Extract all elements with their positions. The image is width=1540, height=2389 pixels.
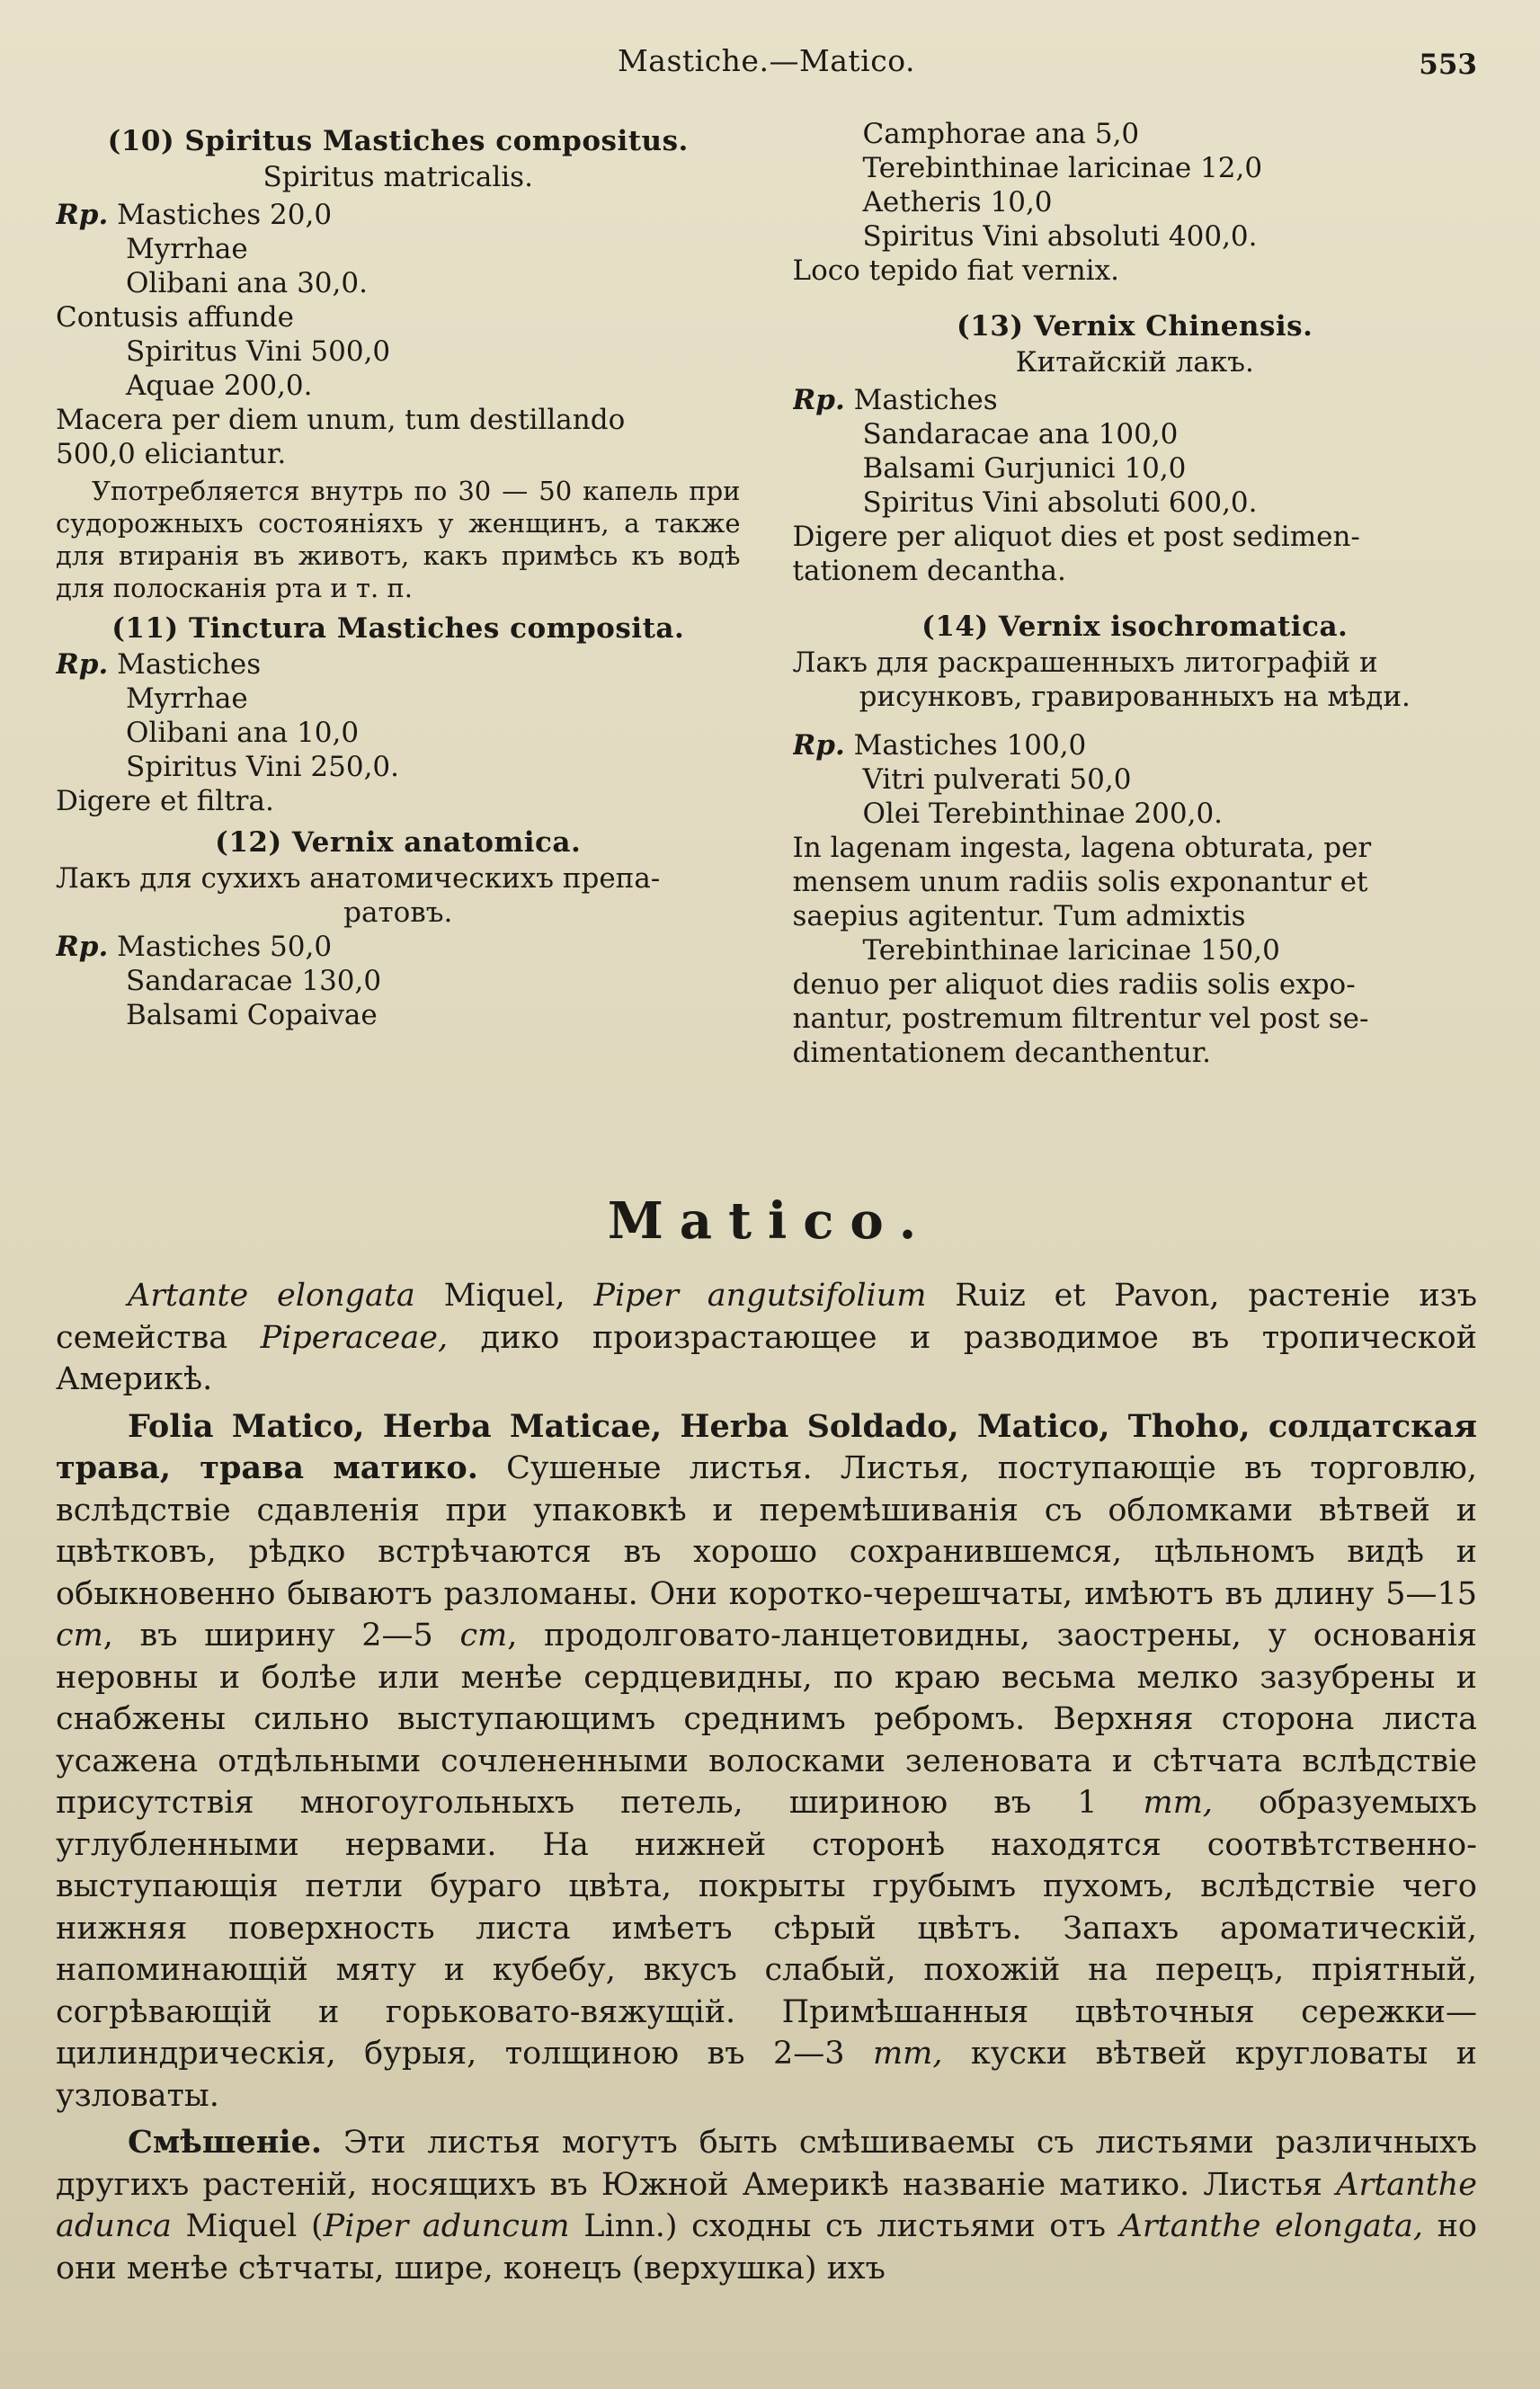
recipe-line: denuo per aliquot dies radiis solis expo- bbox=[792, 968, 1356, 1001]
recipe-13-subtitle: Китайскiй лакъ. bbox=[1015, 346, 1254, 379]
recipe-10-title: (10) Spiritus Mastiches compositus. bbox=[107, 125, 689, 157]
matico-body bbox=[56, 1275, 1477, 2295]
left-column bbox=[56, 117, 741, 1070]
recipe-14-title: (14) Vernix isochromatica. bbox=[921, 611, 1349, 643]
recipe-line: Olibani ana 10,0 bbox=[126, 717, 360, 749]
recipe-10-note: Употребляется внутрь по 30 — 50 капель при судорожныхъ состоянiяхъ у женщинъ, а также для втиранiя въ животъ, какъ примѣсь къ водѣ для полосканiя рта и т. п. bbox=[56, 476, 741, 603]
recipe-line: Sandaracae ana 100,0 bbox=[862, 418, 1179, 450]
recipe-line: Rp. Mastiches 50,0 bbox=[56, 931, 333, 963]
recipe-line: Loco tepido fiat vernix. bbox=[792, 254, 1119, 287]
recipe-line: Contusis affunde bbox=[56, 301, 294, 334]
recipe-line: 500,0 eliciantur. bbox=[56, 438, 287, 470]
recipe-line: Myrrhae bbox=[126, 233, 248, 265]
recipe-line: Myrrhae bbox=[126, 682, 248, 715]
right-column bbox=[793, 117, 1478, 1070]
recipe-14-ru-line: Лакъ для раскрашенныхъ литографiй и bbox=[792, 646, 1378, 679]
recipe-line: Digere et filtra. bbox=[56, 785, 274, 817]
recipe-line: Balsami Gurjunici 10,0 bbox=[862, 452, 1187, 485]
recipe-line: Aetheris 10,0 bbox=[862, 186, 1053, 218]
recipe-line: Camphorae ana 5,0 bbox=[862, 118, 1140, 150]
recipe-line: In lagenam ingesta, lagena obturata, per bbox=[792, 832, 1372, 864]
recipe-line: Macera per diem unum, tum destillando bbox=[56, 404, 626, 436]
recipe-14-ru-line: рисунковъ, гравированныхъ на мѣди. bbox=[859, 681, 1411, 713]
recipe-line: dimentationem decanthentur. bbox=[792, 1037, 1211, 1069]
recipe-line: Terebinthinae laricinae 12,0 bbox=[862, 152, 1263, 184]
recipe-12-title: (12) Vernix anatomica. bbox=[215, 826, 582, 859]
recipe-line: tationem decantha. bbox=[792, 555, 1066, 587]
recipe-12-ru-line: Лакъ для сухихъ анатомическихъ препа- bbox=[56, 862, 661, 895]
recipe-line: Olei Terebinthinae 200,0. bbox=[862, 798, 1224, 830]
section-title: Matico. bbox=[607, 1191, 933, 1251]
running-header bbox=[56, 43, 1477, 88]
recipe-line: Spiritus Vini absoluti 400,0. bbox=[862, 220, 1258, 253]
recipe-line: saepius agitentur. Tum admixtis bbox=[792, 900, 1246, 932]
recipe-10-subtitle: Spiritus matricalis. bbox=[263, 161, 533, 193]
recipe-line: Terebinthinae laricinae 150,0 bbox=[862, 934, 1280, 967]
recipe-line: Spiritus Vini 250,0. bbox=[126, 751, 400, 783]
recipe-line: Olibani ana 30,0. bbox=[126, 267, 368, 299]
recipe-line: Rp. Mastiches 20,0 bbox=[56, 199, 333, 231]
recipe-line: mensem unum radiis solis exponantur et bbox=[792, 866, 1368, 898]
paragraph: Смѣшенiе. Эти листья могутъ быть смѣшиваемы съ листьями различныхъ другихъ растенiй, носящихъ въ Южной Америкѣ названiе матико. Листья Artanthe adunca Miquel (Piper aduncum Linn.) сходны съ листьями отъ Artanthe elongata, но они менѣе сѣтчаты, шире, конецъ (верхушка) ихъ bbox=[56, 2124, 1477, 2286]
recipe-line: Digere per aliquot dies et post sedimen- bbox=[792, 521, 1360, 553]
paragraph: Folia Matico, Herba Maticae, Herba Soldado, Matico, Thoho, солдатская трава, трава матико. Сушеные листья. Листья, поступающiе въ торговлю, вслѣдствiе сдавленiя при упаковкѣ и перемѣшиванiя съ обломками вѣтвей и цвѣтковъ, рѣдко встрѣчаются въ хорошо сохранившемся, цѣльномъ видѣ и обыкновенно бываютъ разломаны. Они коротко-черешчаты, имѣютъ въ длину 5—15 cm, въ ширину 2—5 cm, продолговато-ланцетовидны, заострены, у основанiя неровны и болѣе или менѣе сердцевидны, по краю весьма мелко зазубрены и снабжены сильно выступающимъ среднимъ ребромъ. Верхняя сторона листа усажена отдѣльными сочлененными волосками зеленовата и сѣтчата вслѣдствiе присутствiя многоугольныхъ петель, шириною въ 1 mm, образуемыхъ углубленными нервами. На нижней сторонѣ находятся соотвѣтственно-выступающiя петли бураго цвѣта, покрыты грубымъ пухомъ, вслѣдствiе чего нижняя поверхность листа имѣетъ сѣрый цвѣтъ. Запахъ ароматическiй, напоминающiй мяту и кубебу, вкусъ слабый, похожiй на перецъ, прiятный, согрѣвающiй и горьковато-вяжущiй. Примѣшанныя цвѣточныя сережки—цилиндрическiя, бурыя, толщиною въ 2—3 mm, куски вѣтвей кругловаты и узловаты. bbox=[56, 1407, 1478, 2114]
recipe-line: Balsami Copaivae bbox=[126, 999, 378, 1031]
paragraph: Artante elongata Miquel, Piper angutsifolium Ruiz et Pavon, растенiе изъ семейства Piperaceae, дико произрастающее и разводимое въ тропической Америкѣ. bbox=[56, 1278, 1477, 1397]
page-number: 553 bbox=[1419, 49, 1477, 81]
recipe-line: Rp. Mastiches bbox=[792, 384, 998, 416]
recipe-12-ru-line: ратовъ. bbox=[343, 896, 453, 929]
recipe-line: Rp. Mastiches 100,0 bbox=[792, 729, 1087, 762]
two-column-section bbox=[56, 117, 1477, 1070]
recipe-line: Spiritus Vini absoluti 600,0. bbox=[862, 486, 1258, 519]
recipe-line: Sandaracae 130,0 bbox=[126, 965, 382, 997]
running-title: Mastiche.—Matico. bbox=[617, 43, 915, 78]
recipe-13-title: (13) Vernix Chinensis. bbox=[957, 310, 1313, 343]
recipe-line: Spiritus Vini 500,0 bbox=[126, 335, 391, 368]
recipe-line: Vitri pulverati 50,0 bbox=[862, 763, 1132, 796]
recipe-line: Rp. Mastiches bbox=[56, 648, 262, 681]
recipe-line: nantur, postremum filtrentur vel post se- bbox=[792, 1003, 1369, 1035]
recipe-line: Aquae 200,0. bbox=[126, 370, 313, 402]
recipe-11-title: (11) Tinctura Mastiches composita. bbox=[111, 612, 685, 645]
